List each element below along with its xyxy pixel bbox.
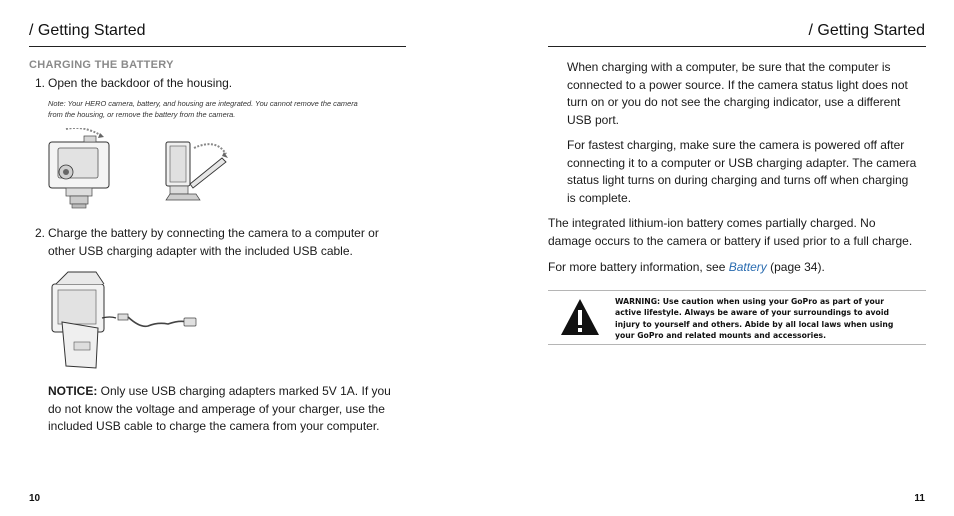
step-note [48,99,400,120]
page-header-title: / Getting Started [29,22,146,39]
warning-line: your GoPro and related mounts and accessories. [615,331,827,341]
paragraph-line: The integrated lithium-ion battery comes partially charged. No [548,216,876,230]
housing-side-illustration [160,134,240,210]
section-heading: CHARGING THE BATTERY [29,59,174,71]
step-number: 2. [35,226,46,240]
battery-link[interactable]: Battery [728,260,767,274]
paragraph-line: turn on or you do not see the charging indicator, use a different [567,95,901,109]
header-rule [548,46,926,47]
header-rule [29,46,406,47]
step-text-line: Charge the battery by connecting the camera to a computer or [48,226,379,240]
notice-text: Only use USB charging adapters marked 5V 1A. If you [97,384,391,398]
paragraph-battery-info [548,215,928,250]
page-number: 11 [914,493,925,504]
note-line: Note: Your HERO camera, battery, and housing are integrated. You cannot remove the camera [48,99,358,108]
notice-label: NOTICE: [48,384,98,398]
more-info-suffix: (page 34). [766,260,825,274]
step-number: 1. [35,76,46,90]
notice-text: included USB cable to charge the camera from your computer. [48,419,380,433]
warning-box [548,290,926,345]
paragraph-line: For fastest charging, make sure the camera is powered off after [567,138,905,152]
paragraph-line: damage occurs to the camera or battery if used prior to a full charge. [548,233,913,248]
page-header-title: / Getting Started [808,22,925,39]
warning-line: WARNING: Use caution when using your GoPro as part of your [615,297,885,306]
paragraph-line: USB port. [567,112,620,127]
right-page [477,0,954,516]
housing-front-illustration [44,128,122,210]
usb-charging-illustration [44,268,204,372]
paragraph-fastest-charging [567,137,927,207]
more-info-prefix: For more battery information, see [548,260,729,274]
warning-line: active lifestyle. Always be aware of your surroundings to avoid [615,308,889,318]
paragraph-line: connected to a power source. If the camera status light does not [567,77,908,92]
paragraph-line: connecting it to a computer or USB charging adapter. The camera [567,155,917,170]
step-text-line: other USB charging adapter with the included USB cable. [48,243,353,258]
paragraph-computer-charging [567,59,927,129]
notice-text: do not know the voltage and amperage of your charger, use the [48,401,385,416]
step-text: Open the backdoor of the housing. [48,76,233,90]
warning-line: injury to yourself and others. Abide by all local laws when using [615,319,894,329]
paragraph-line: status light turns on during charging and turns off when charging [567,173,909,187]
paragraph-line: When charging with a computer, be sure that the computer is [567,60,891,74]
warning-text [615,296,917,342]
paragraph-line: is complete. [567,190,632,205]
paragraph-more-info [548,259,928,277]
warning-icon [559,297,601,337]
notice-block [48,383,408,436]
page-number: 10 [29,493,41,504]
note-line: from the housing, or remove the battery from the camera. [48,109,236,119]
